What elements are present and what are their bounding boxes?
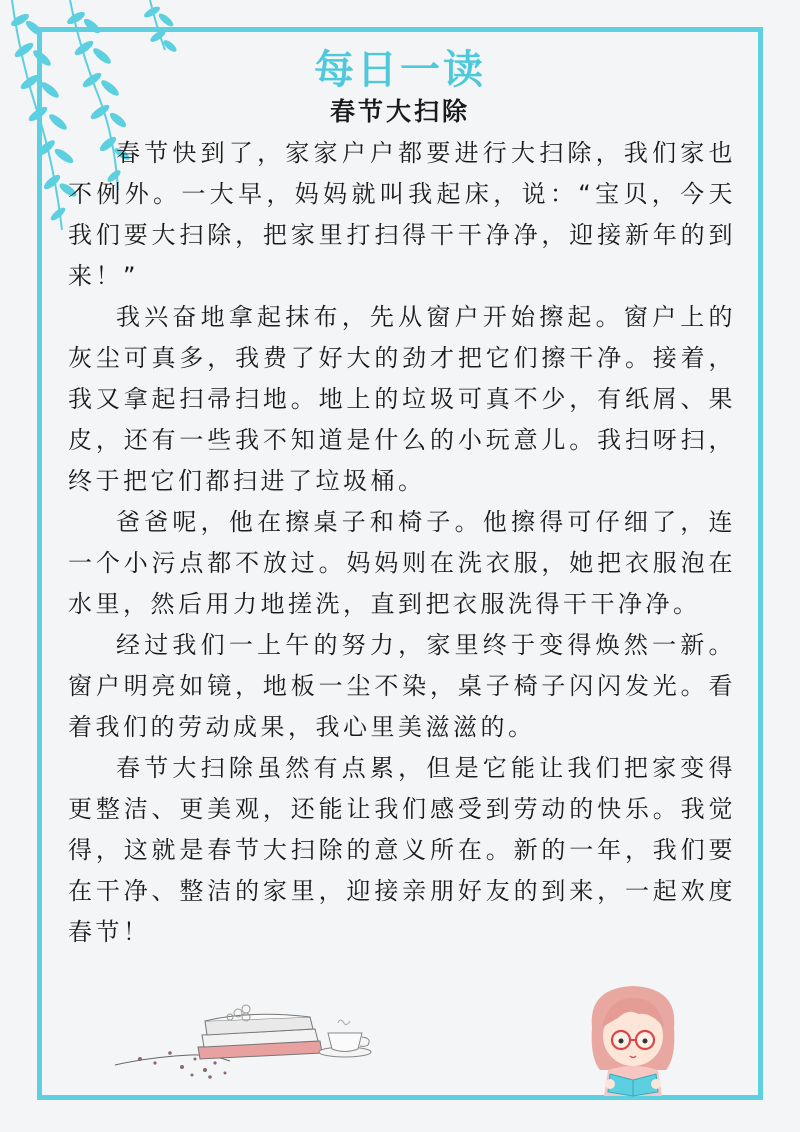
article-paragraph: 春节大扫除虽然有点累，但是它能让我们把家变得更整洁、更美观，还能让我们感受到劳动的快乐。我觉得，这就是春节大扫除的意义所在。新的一年，我们要在干净、整洁的家里，迎接亲朋好友的到来，一起欢度春节！: [68, 754, 736, 946]
article-paragraph: 我兴奋地拿起抹布，先从窗户开始擦起。窗户上的灰尘可真多，我费了好大的劲才把它们擦干净。接着，我又拿起扫帚扫地。地上的垃圾可真不少，有纸屑、果皮，还有一些我不知道是什么的小玩意儿。我扫呀扫，终于把它们都扫进了垃圾桶。: [68, 303, 736, 495]
article-paragraph: 经过我们一上午的努力，家里终于变得焕然一新。窗户明亮如镜，地板一尘不染，桌子椅子闪闪发光。看着我们的劳动成果，我心里美滋滋的。: [68, 631, 736, 741]
page-title: 每日一读: [314, 47, 486, 93]
reading-girl-icon: [578, 978, 688, 1098]
article-body: [68, 133, 736, 953]
article-title: 春节大扫除: [329, 97, 470, 126]
article-paragraph: 春节快到了，家家户户都要进行大扫除，我们家也不例外。一大早，妈妈就叫我起床，说：“宝贝，今天我们要大扫除，把家里打扫得干干净净，迎接新年的到来！”: [68, 139, 736, 290]
books-and-teacup-icon: [110, 995, 390, 1090]
article-paragraph: 爸爸呢，他在擦桌子和椅子。他擦得可仔细了，连一个小污点都不放过。妈妈则在洗衣服，她把衣服泡在水里，然后用力地搓洗，直到把衣服洗得干干净净。: [68, 508, 736, 618]
